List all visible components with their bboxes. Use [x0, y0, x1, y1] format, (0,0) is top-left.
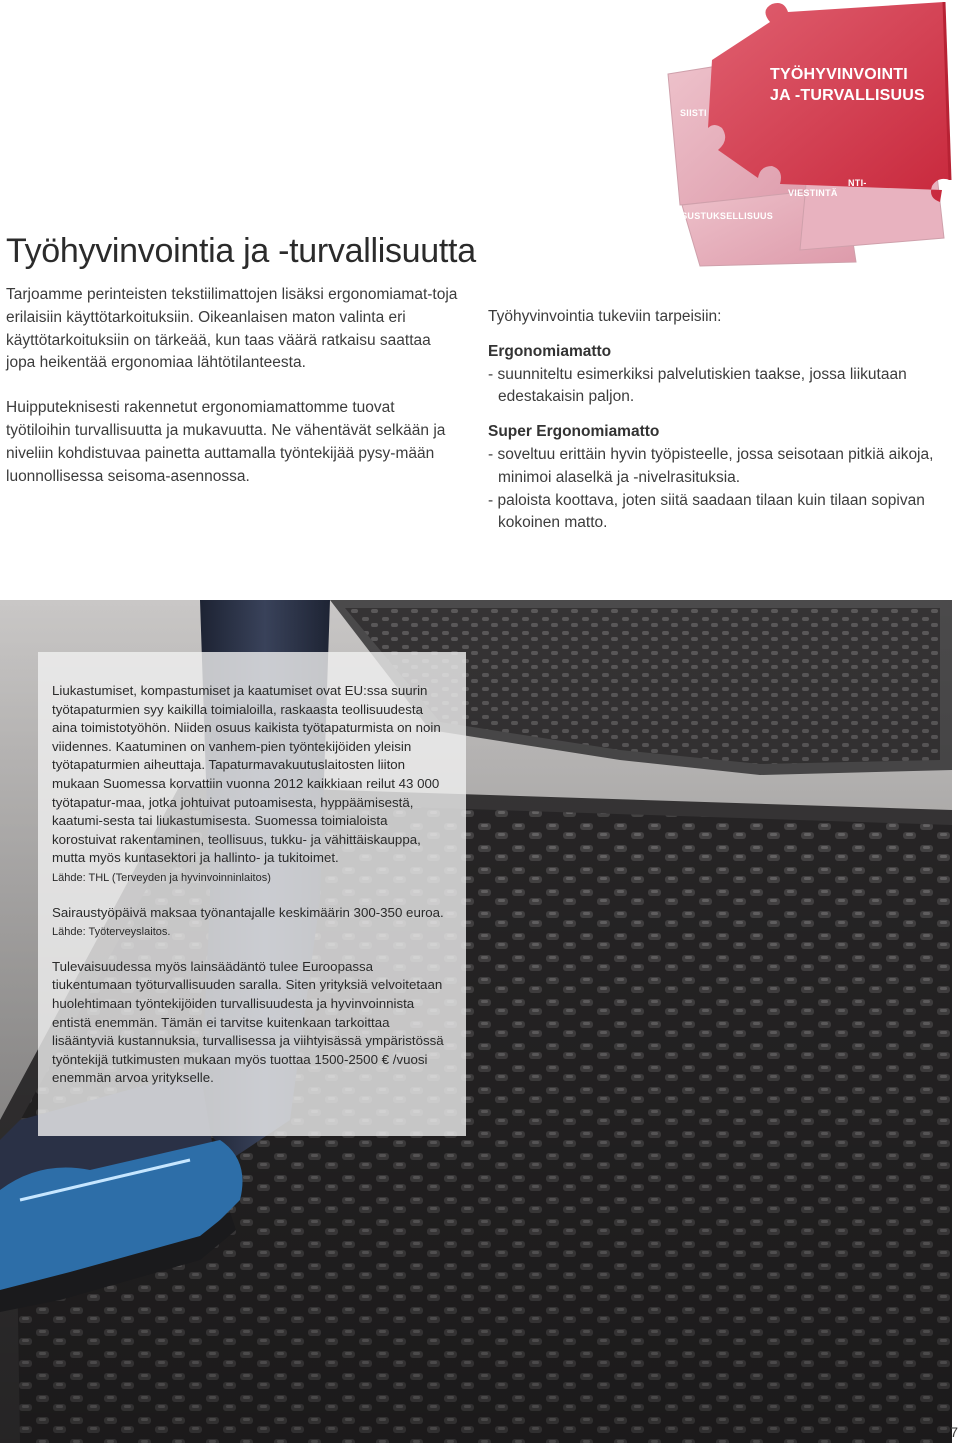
future-legislation: Tulevaisuudessa myös lainsäädäntö tulee Euroopassa tiukentumaan työturvallisuuden saralla. Siten yrityksiä velvoitetaan huolehtimaan työntekijöiden turvallisuudesta ja hyvinvoinnista entistä enemmän. Tämän ei tarvitse kuitenkaan tarkoittaa lisääntyviä kustannuksia, turvallisessa ja viihtyisässä ympäristössä työntekijä tutkimusten mukaan myös tuottaa 1500-2500 € /vuosi enemmän arvoa yritykselle. [52, 958, 444, 1086]
product-point: - soveltuu erittäin hyvin työpisteelle, jossa seisotaan pitkiä aikoja, minimoi alaselkä ja -nivelrasituksia. [488, 445, 934, 486]
puzzle-main-label-line2: JA -TURVALLISUUS [770, 87, 925, 104]
right-column [488, 306, 946, 535]
page-number: 7 [950, 1424, 958, 1440]
puzzle-label-right: VIESTINTÄ [788, 188, 838, 198]
puzzle-label-top-left: SIISTI [680, 108, 707, 118]
accident-statistics-text: Liukastumiset, kompastumiset ja kaatumiset ovat EU:ssa suurin työtapaturmien syy kaikilla toimialoilla, raskaasta teollisuudesta aina toimistotyöhön. Niiden osuus kaikista työtapaturmista on noin viidennes. Kaatuminen on vanhem-pien työntekijöiden yleisin työtapaturmien aiheuttaja. Tapaturmavakuutuslaitosten liiton mukaan Suomessa korvattiin vuonna 2012 kaikkiaan reilut 43 000 työtapatur-maa, jotka johtuivat putoamisesta, hyppäämisestä, kaatumi-sesta tai liukastumisesta. Suomessa toimialoista korostuivat rakentaminen, teollisuus, tukku- ja vähittäiskauppa, mutta myös kuntasektori ja hallinto- ja tukitoimet. [52, 683, 441, 866]
puzzle-main-label [770, 64, 925, 106]
statistics-info-box [38, 652, 466, 1136]
puzzle-pieces-icon [660, 0, 960, 268]
puzzle-label-right-top: NTI- [848, 178, 867, 188]
benefits-paragraph: Huipputeknisesti rakennetut ergonomiamattomme tuovat työtiloihin turvallisuutta ja mukavuutta. Ne vähentävät selkään ja niveliin kohdistuvaa painetta auttamalla työntekijää pysy-mään luonnollisessa seisoma-asennossa. [6, 399, 446, 485]
product-ergonomiamatto [488, 341, 946, 409]
accident-statistics [52, 682, 446, 888]
product-point: - suunniteltu esimerkiksi palvelutiskien taakse, jossa liikutaan edestakaisin paljon. [488, 365, 907, 406]
needs-intro: Työhyvinvointia tukeviin tarpeisiin: [488, 308, 722, 325]
source-note: Lähde: THL (Terveyden ja hyvinvoinninlaitos) [52, 871, 271, 884]
source-note: Lähde: Työterveyslaitos. [52, 926, 171, 939]
puzzle-graphic [660, 0, 960, 268]
sick-day-cost [52, 904, 446, 942]
puzzle-main-label-line1: TYÖHYVINVOINTI [770, 66, 908, 83]
page-title: Työhyvinvointia ja -turvallisuutta [6, 232, 476, 270]
left-column [6, 284, 458, 488]
product-point: - paloista koottava, joten siitä saadaan tilaan kuin tilaan sopivan kokoinen matto. [488, 491, 925, 532]
sick-day-cost-text: Sairaustyöpäivä maksaa työnantajalle keskimäärin 300-350 euroa. [52, 904, 444, 920]
intro-paragraph: Tarjoamme perinteisten tekstiilimattojen lisäksi ergonomiamat-toja erilaisiin käyttötarkoituksiin. Oikeanlaisen maton valinta eri käyttötarkoituksiin on tärkeää, kun taas väärä ratkaisu saattaa jopa heikentää ergonomiaa lähtötilanteesta. [6, 286, 458, 372]
puzzle-label-bottom: SISUSTUKSELLISUUS [672, 211, 774, 221]
product-name: Super Ergonomiamatto [488, 423, 660, 441]
product-super-ergonomiamatto [488, 421, 946, 535]
product-name: Ergonomiamatto [488, 342, 612, 360]
